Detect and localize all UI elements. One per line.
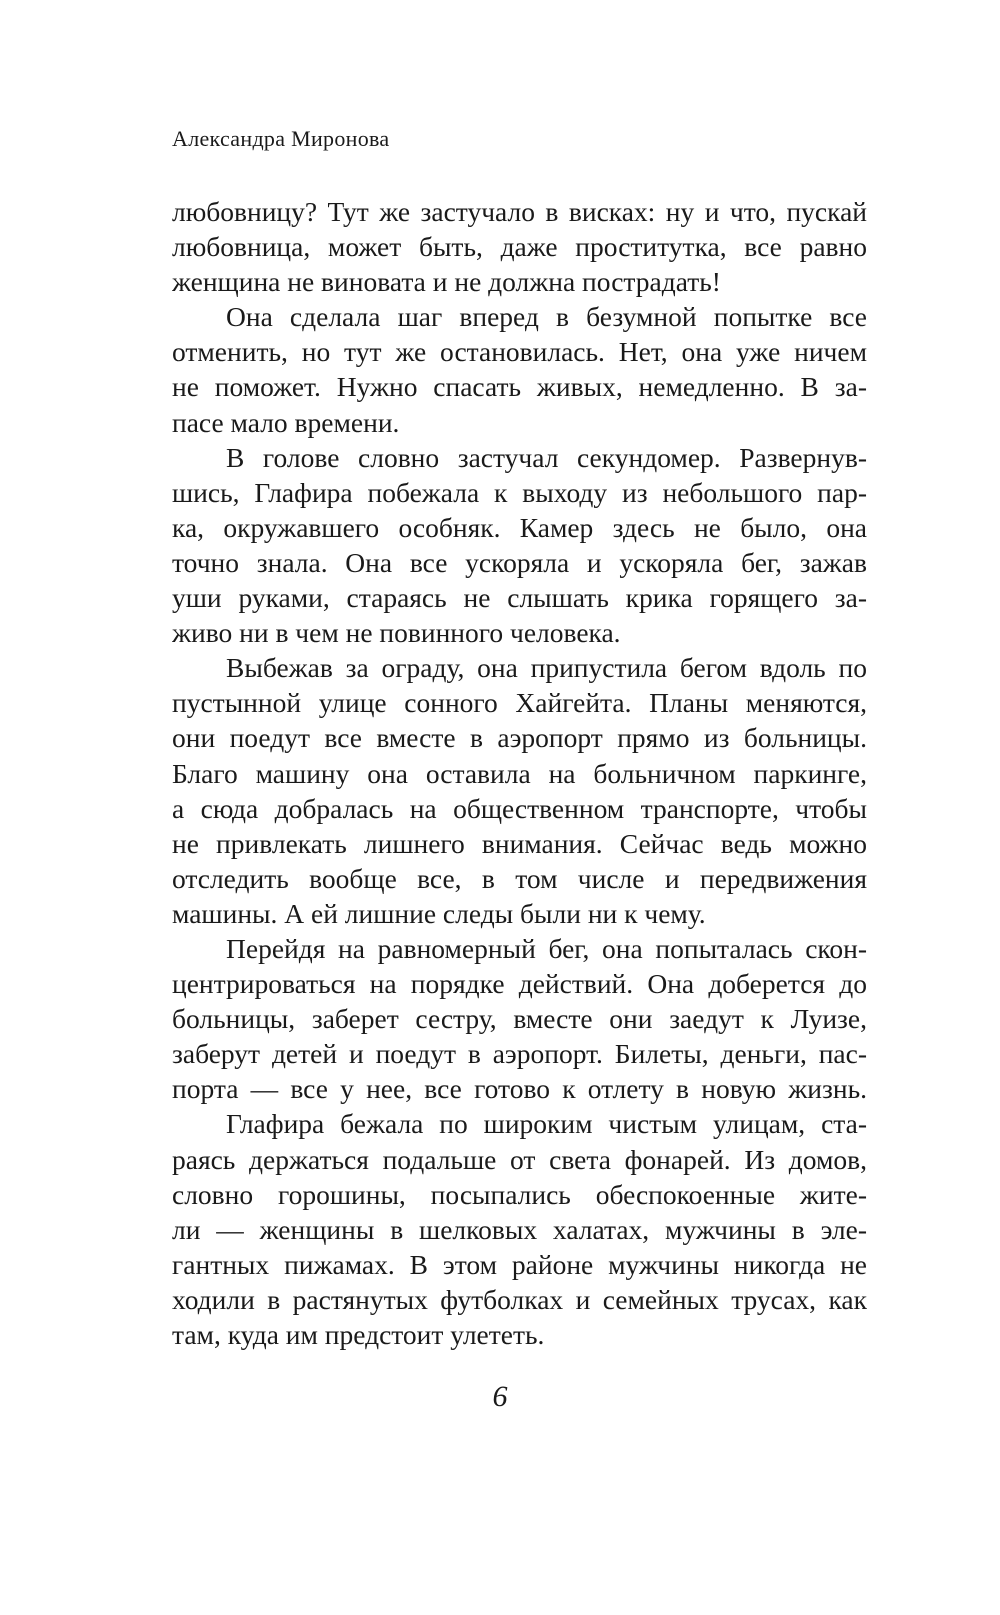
text-line: Она сделала шаг вперед в безумной попытке все <box>226 301 867 333</box>
text-line: заберут детей и поедут в аэропорт. Билеты, деньги, пас- <box>172 1038 867 1070</box>
text-line: шись, Глафира побежала к выходу из небольшого пар- <box>172 476 867 508</box>
text-line: ходили в растянутых футболках и семейных трусах, как <box>172 1283 867 1315</box>
text-line: отследить вообще все, в том числе и передвижения <box>172 862 867 894</box>
text-line: отменить, но тут же остановилась. Нет, она уже ничем <box>172 336 867 368</box>
text-line: пасе мало времени. <box>172 406 400 438</box>
text-line: Благо машину она оставила на больничном паркинге, <box>172 757 867 789</box>
text-line: словно горошины, посыпались обеспокоенные жите- <box>172 1178 867 1210</box>
text-line: они поедут все вместе в аэропорт прямо из больницы. <box>172 722 867 754</box>
text-line: Перейдя на равномерный бег, она попыталась скон- <box>226 932 867 964</box>
text-line: ка, окружавшего особняк. Камер здесь не было, она <box>172 511 867 543</box>
body-text <box>172 194 867 1352</box>
text-line: Выбежав за ограду, она припустила бегом вдоль по <box>226 652 867 684</box>
text-line: уши руками, стараясь не слышать крика горящего за- <box>172 582 867 614</box>
text-line: не привлекать лишнего внимания. Сейчас ведь можно <box>172 827 867 859</box>
text-line: живо ни в чем не повинного человека. <box>172 617 621 649</box>
page-number: 6 <box>492 1380 508 1413</box>
text-line: любовница, может быть, даже проститутка, все равно <box>172 231 867 263</box>
text-line: Глафира бежала по широким чистым улицам, ста- <box>226 1108 867 1140</box>
text-line: больницы, заберет сестру, вместе они заедут к Луизе, <box>172 1003 867 1035</box>
text-line: ли — женщины в шелковых халатах, мужчины в эле- <box>172 1213 867 1245</box>
text-line: гантных пижамах. В этом районе мужчины никогда не <box>172 1248 867 1280</box>
text-line: пустынной улице сонного Хайгейта. Планы меняются, <box>172 687 867 719</box>
text-line: там, куда им предстоит улететь. <box>172 1319 545 1350</box>
text-line: а сюда добралась на общественном транспорте, чтобы <box>172 792 867 824</box>
text-line: точно знала. Она все ускоряла и ускоряла бег, зажав <box>172 546 867 578</box>
text-line: женщина не виновата и не должна пострадать! <box>172 266 721 298</box>
running-head-author: Александра Миронова <box>172 126 390 151</box>
text-line: не поможет. Нужно спасать живых, немедленно. В за- <box>172 371 867 403</box>
text-line: раясь держаться подальше от света фонарей. Из домов, <box>172 1143 867 1175</box>
text-line: любовницу? Тут же застучало в висках: ну и что, пускай <box>172 196 867 227</box>
text-line: центрироваться на порядке действий. Она доберется до <box>172 968 867 1000</box>
text-line: В голове словно застучал секундомер. Развернув- <box>226 441 867 473</box>
text-line: порта — все у нее, все готово к отлету в новую жизнь. <box>172 1073 867 1105</box>
text-line: машины. А ей лишние следы были ни к чему. <box>172 897 706 929</box>
